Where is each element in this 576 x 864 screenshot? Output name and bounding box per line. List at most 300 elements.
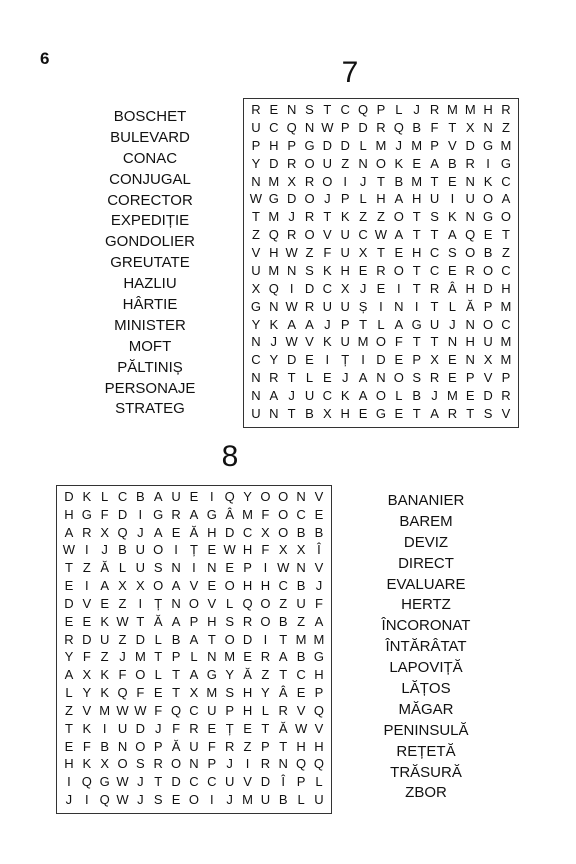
puzzle-7-grid-letter: H [269,137,279,153]
puzzle-7-grid-letter: Y [251,316,261,332]
puzzle-7-grid-letter: A [430,405,439,421]
puzzle-7-grid-letter: O [304,227,315,243]
puzzle-8-grid-letter: R [64,631,74,647]
puzzle-8-grid-letter: T [261,720,270,736]
puzzle-7-grid-letter: I [361,352,365,368]
puzzle-8-grid-letter: Q [117,524,128,540]
puzzle-8-grid-row [60,720,328,738]
puzzle-7-grid-letter: E [376,280,386,296]
puzzle-8-grid-letter: I [138,506,143,522]
puzzle-8-grid-letter: O [117,756,128,772]
puzzle-8-grid-letter: O [188,595,199,611]
puzzle-8-grid-letter: W [134,702,147,718]
puzzle-7-grid-letter: C [269,119,279,135]
puzzle-8-grid-letter: B [296,578,306,594]
puzzle-8-grid-letter: H [64,506,74,522]
puzzle-8-grid-letter: I [263,560,268,576]
puzzle-8-grid-letter: C [296,506,306,522]
puzzle-7-grid-letter: N [251,173,261,189]
puzzle-7-grid-letter: H [340,262,350,278]
puzzle-8-grid-letter: B [118,542,127,558]
puzzle-7-grid-letter: K [340,209,350,225]
puzzle-7-grid-letter: N [447,334,458,350]
puzzle-8-grid-letter: B [296,649,306,665]
puzzle-7-grid-letter: U [251,262,261,278]
puzzle-7-grid-letter: O [393,209,404,225]
puzzle-8-grid-letter: Î [281,774,286,790]
puzzle-8-grid-letter: H [242,578,253,594]
puzzle-7-grid-letter: T [430,173,439,189]
puzzle-8-grid-letter: C [189,774,199,790]
puzzle-8-word: DEVIZ [403,533,449,551]
puzzle-7-grid-letter: G [411,316,422,332]
puzzle-8-grid-letter: Ț [225,720,234,736]
puzzle-7-grid-letter: E [358,405,368,421]
page-number: 6 [40,49,50,68]
puzzle-8-grid-letter: A [64,524,74,540]
puzzle-7-grid-letter: B [305,405,314,421]
puzzle-7-grid-letter: L [359,137,367,153]
puzzle-8-grid-letter: I [263,631,268,647]
puzzle-8-grid-letter: K [82,489,92,504]
puzzle-7-grid-letter: O [393,370,404,386]
puzzle-8-grid-letter: W [116,702,129,718]
puzzle-7-grid-letter: E [483,227,493,243]
puzzle-7-grid-letter: R [501,102,511,117]
puzzle-7-grid-letter: E [305,352,314,368]
puzzle-8-grid-letter: R [153,756,163,772]
puzzle-8-grid-letter: W [116,613,129,629]
puzzle-8-grid-letter: E [100,595,109,611]
puzzle-7-grid-letter: H [340,405,350,421]
puzzle-8-grid-letter: J [154,720,162,736]
puzzle-8-grid-letter: Z [100,649,109,665]
puzzle-8-grid-letter: Ă [278,720,288,736]
puzzle-8-grid-letter: N [189,756,199,772]
puzzle-8-grid-letter: D [171,774,181,790]
puzzle-8-grid-letter: X [100,756,109,772]
puzzle-7-grid-letter: H [501,280,511,296]
puzzle-8-grid-letter: D [135,631,146,647]
puzzle-7-grid-letter: U [251,119,261,135]
puzzle-7-grid-letter: T [412,209,421,225]
puzzle-8-grid-letter: A [153,489,163,504]
puzzle-8-grid-letter: T [154,774,163,790]
puzzle-7-grid-letter: G [250,298,261,314]
puzzle-8-grid-letter: O [135,667,146,683]
puzzle-8-grid-letter: T [64,720,73,736]
puzzle-8-grid-letter: T [279,738,288,754]
puzzle-8-grid-letter: F [118,667,127,683]
puzzle-8-grid-letter: V [314,489,324,504]
puzzle-7-grid-letter: Ț [341,352,350,368]
puzzle-7-grid-letter: O [483,316,494,332]
puzzle-8-grid-letter: N [207,560,217,576]
puzzle-7-grid-letter: N [394,298,404,314]
puzzle-8-grid-letter: E [207,720,217,736]
puzzle-8-grid-letter: Y [225,667,234,683]
puzzle-8-grid-letter: M [206,685,218,701]
puzzle-8-grid-letter: Ț [154,595,163,611]
puzzle-7-grid-letter: H [465,334,475,350]
puzzle-7-grid-letter: R [501,388,511,403]
puzzle-8-grid-letter: F [172,720,181,736]
puzzle-8-grid-letter: I [84,542,89,558]
puzzle-7-grid-row [247,387,515,405]
puzzle-7-grid-letter: R [376,119,386,135]
puzzle-8-grid-letter: B [296,524,306,540]
puzzle-7-grid-letter: T [412,334,421,350]
puzzle-8-grid-row [60,559,328,577]
puzzle-8-grid-letter: J [315,578,323,594]
puzzle-7-grid-letter: I [414,298,419,314]
puzzle-8-grid-letter: E [189,489,199,504]
puzzle-7-grid-letter: Z [305,245,314,260]
puzzle-8-word: ÎNCORONAT [381,617,471,635]
puzzle-7-grid-row [247,155,515,173]
puzzle-7-grid-letter: N [465,173,475,189]
puzzle-7-grid-letter: H [483,102,493,117]
puzzle-7-grid-letter: C [501,262,511,278]
puzzle-7-grid-letter: P [430,137,439,153]
puzzle-8-grid-letter: Â [278,685,288,701]
puzzle-8-grid-letter: E [153,685,163,701]
puzzle-7-grid-letter: O [375,155,386,171]
puzzle-8-grid-letter: R [189,720,199,736]
puzzle-8-grid-row [60,631,328,649]
puzzle-8-grid-letter: A [189,506,199,522]
puzzle-8-grid-letter: A [100,578,109,594]
puzzle-8-grid-letter: W [223,542,236,558]
puzzle-7-grid-letter: W [374,227,388,243]
puzzle-7-grid-letter: T [412,227,421,243]
puzzle-7-grid-letter: T [412,280,421,296]
puzzle-8-grid-row [60,506,328,524]
puzzle-8-grid-letter: Y [82,685,92,701]
puzzle-7-word: PERSONAJE [104,379,196,397]
puzzle-8-grid-letter: W [294,720,308,736]
puzzle-7-grid-letter: T [323,102,332,117]
puzzle-8-grid-letter: Ă [100,560,109,576]
puzzle-8-grid-letter: Z [243,738,252,754]
puzzle-7-grid-row [247,298,515,316]
puzzle-7-grid-letter: P [340,316,350,332]
puzzle-7-grid-letter: C [501,173,511,189]
puzzle-7-grid-letter: O [483,191,494,207]
puzzle-7-grid-letter: Q [465,227,476,243]
puzzle-7-grid-letter: U [465,191,475,207]
puzzle-8-grid-row [60,595,328,613]
puzzle-8-grid-letter: E [296,685,306,701]
puzzle-8-grid-letter: D [117,506,128,522]
puzzle-8-grid-letter: U [207,702,217,718]
puzzle-7-grid-letter: T [359,316,368,332]
puzzle-8-grid-row [60,648,328,666]
puzzle-7-grid-letter: S [412,370,421,386]
puzzle-7-grid-letter: Z [359,209,368,225]
puzzle-7-grid-letter: V [448,137,457,153]
puzzle-7-grid-letter: P [376,102,386,117]
puzzle-7-grid-letter: J [449,316,456,332]
puzzle-7-grid-letter: O [375,388,386,403]
puzzle-7-grid-letter: Ă [465,298,475,314]
puzzle-8-grid-letter: S [225,613,234,629]
puzzle-8-grid-letter: T [207,631,216,647]
puzzle-8-grid-letter: F [261,542,270,558]
puzzle-7-grid-letter: J [288,209,295,225]
puzzle-8-grid-letter: J [65,792,73,808]
puzzle-7-grid-letter: B [412,388,421,403]
puzzle-7-grid-letter: Q [268,227,279,243]
puzzle-8-grid-letter: D [64,595,74,611]
puzzle-7-grid-letter: U [429,191,440,207]
puzzle-8-grid-letter: R [82,524,92,540]
puzzle-7-grid-letter: C [322,388,333,403]
puzzle-8-grid-letter: K [100,667,109,683]
puzzle-8-grid-letter: U [296,595,306,611]
puzzle-7-grid-letter: K [323,262,332,278]
puzzle-7-word-list [88,107,212,420]
puzzle-8-grid-letter: T [172,667,181,683]
puzzle-8-grid-letter: V [82,595,92,611]
puzzle-8-grid-letter: X [278,542,288,558]
puzzle-8-grid-letter: O [278,524,289,540]
puzzle-7-grid-letter: R [304,298,315,314]
puzzle-8-grid-letter: O [135,738,146,754]
puzzle-7-grid-letter: X [465,119,475,135]
puzzle-7-word: EXPEDIȚIE [110,212,190,230]
puzzle-7-grid-letter: D [269,155,279,171]
puzzle-8-grid-letter: I [209,792,214,808]
puzzle-8-grid-letter: E [243,649,252,665]
puzzle-8-grid-letter: C [278,578,288,594]
puzzle-8-grid-letter: Q [313,756,325,772]
puzzle-8-grid-letter: V [189,578,199,594]
puzzle-8-grid-letter: P [225,702,234,718]
puzzle-8-grid-letter: G [313,649,325,665]
puzzle-8-grid-letter: X [100,524,109,540]
puzzle-7-grid-letter: V [501,405,511,421]
puzzle-7-grid-letter: J [341,370,349,386]
puzzle-8-grid-letter: O [153,542,164,558]
puzzle-7-grid-letter: T [287,370,296,386]
puzzle-7-grid-letter: T [430,334,439,350]
puzzle-7-grid-letter: C [501,316,511,332]
puzzle-7-grid-letter: N [286,262,297,278]
puzzle-8-grid-letter: G [81,506,92,522]
puzzle-8-grid-letter: X [189,685,199,701]
puzzle-8-grid-letter: P [314,685,324,701]
puzzle-8-grid-letter: Z [118,631,127,647]
puzzle-7-grid-letter: Z [341,155,350,171]
puzzle-8-grid-letter: E [207,542,217,558]
puzzle-8-grid-letter: N [117,738,128,754]
puzzle-8-grid-letter: W [116,792,129,808]
puzzle-8-grid-letter: E [171,524,181,540]
puzzle-8-grid-letter: I [84,792,89,808]
puzzle-8-grid-letter: E [225,560,234,576]
puzzle-8-grid-letter: Ă [153,613,163,629]
puzzle-7-grid-letter: Q [268,280,279,296]
puzzle-8-grid-letter: X [136,578,145,594]
puzzle-8-grid-letter: B [278,613,288,629]
puzzle-7-grid-letter: R [429,280,440,296]
puzzle-8-grid-letter: U [224,774,235,790]
puzzle-8-grid-letter: G [99,774,110,790]
puzzle-8-grid-letter: M [295,631,307,647]
puzzle-8-grid-letter: E [64,613,74,629]
puzzle-8-grid-letter: X [82,667,92,683]
puzzle-7-grid-letter: G [483,209,494,225]
puzzle-8-grid-letter: U [189,738,199,754]
puzzle-7-grid-letter: L [395,102,403,117]
puzzle-8-grid-letter: K [100,685,109,701]
puzzle-7-grid-letter: U [429,316,440,332]
puzzle-7-grid-letter: L [305,370,314,386]
puzzle-8-word-list [362,491,490,804]
puzzle-7-grid-letter: Q [393,119,404,135]
puzzle-8-grid-letter: S [225,685,234,701]
puzzle-8-grid-letter: W [116,774,129,790]
puzzle-8-grid-letter: E [207,578,217,594]
puzzle-7-grid-letter: T [466,405,475,421]
puzzle-7-grid-letter: R [447,405,458,421]
puzzle-8-grid-letter: H [64,756,74,772]
puzzle-7-grid-letter: P [412,352,421,368]
puzzle-7-grid-letter: U [340,227,350,243]
puzzle-8-grid-letter: S [136,756,145,772]
puzzle-7-grid-letter: G [483,137,494,153]
puzzle-7-grid-letter: E [394,352,404,368]
puzzle-8-grid-letter: H [242,685,253,701]
puzzle-7-grid-row [247,226,515,244]
puzzle-7-grid-letter: C [322,280,333,296]
puzzle-8-grid-letter: A [153,524,163,540]
puzzle-8-letter-grid [56,485,332,814]
puzzle-7-grid-letter: W [285,334,298,350]
puzzle-8-grid-letter: E [82,613,92,629]
puzzle-7-grid-letter: K [269,316,279,332]
puzzle-7-grid-row [247,262,515,280]
puzzle-8-grid-letter: O [278,489,289,504]
puzzle-7-grid-letter: D [340,137,350,153]
puzzle-8-grid-letter: J [137,792,144,808]
puzzle-8-grid-letter: E [243,720,252,736]
puzzle-7-grid-letter: Q [286,119,297,135]
puzzle-7-grid-letter: J [359,280,367,296]
puzzle-8-word: TRĂSURĂ [390,763,462,781]
puzzle-8-grid-letter: U [171,489,181,504]
puzzle-7-grid-letter: T [287,405,296,421]
puzzle-7-grid-letter: O [393,262,404,278]
puzzle-7-grid-letter: P [251,137,261,153]
puzzle-8-grid-letter: Ă [243,667,252,683]
puzzle-8-grid-letter: O [171,756,182,772]
puzzle-7-grid-letter: E [394,245,404,260]
puzzle-7-grid-letter: G [375,405,386,421]
puzzle-8-word: MĂGAR [398,700,454,718]
puzzle-7-word: BULEVARD [110,128,190,146]
puzzle-7-grid-letter: R [429,102,440,117]
puzzle-7-grid-letter: A [287,316,296,332]
puzzle-8-grid-letter: R [278,702,288,718]
puzzle-7-grid-letter: O [483,262,494,278]
puzzle-8-grid-letter: A [278,649,288,665]
puzzle-7-grid-letter: N [251,388,261,403]
puzzle-7-grid-letter: M [375,137,387,153]
puzzle-8-grid-letter: K [82,720,92,736]
puzzle-7-grid-letter: J [413,102,420,117]
puzzle-8-grid-letter: D [82,631,92,647]
puzzle-7-grid-letter: A [269,388,279,403]
puzzle-7-grid-letter: J [359,173,367,189]
puzzle-8-grid-letter: J [137,774,144,790]
puzzle-8-grid-letter: P [243,560,252,576]
puzzle-8-grid-letter: U [117,720,128,736]
puzzle-8-grid-letter: H [260,578,271,594]
puzzle-7-grid-row [247,137,515,155]
puzzle-8-grid-letter: L [297,792,305,808]
puzzle-7-grid-letter: B [448,155,457,171]
puzzle-7-grid-letter: P [501,370,511,386]
puzzle-8-grid-letter: P [171,649,181,665]
puzzle-8-grid-letter: A [64,667,74,683]
puzzle-7-grid-letter: M [411,173,423,189]
puzzle-8-grid-letter: U [314,792,324,808]
puzzle-8-grid-letter: D [135,720,146,736]
puzzle-7-grid-letter: V [483,370,493,386]
puzzle-8-grid-letter: I [102,720,107,736]
puzzle-7-grid-letter: D [304,280,315,296]
puzzle-7-grid-letter: D [376,352,386,368]
puzzle-7-grid-letter: Ș [358,298,368,314]
puzzle-7-grid-letter: Y [269,352,279,368]
puzzle-7-grid-row [247,280,515,298]
puzzle-7-grid-letter: L [359,191,367,207]
puzzle-7-grid-letter: R [286,227,297,243]
puzzle-7-grid-row [247,244,515,262]
puzzle-7-grid-letter: W [285,298,298,314]
puzzle-8-grid-letter: Z [118,595,127,611]
puzzle-8-grid-letter: L [154,631,162,647]
puzzle-7-word: CORECTOR [107,191,193,209]
puzzle-8-grid-letter: H [296,738,306,754]
puzzle-7-word: GONDOLIER [104,233,195,251]
puzzle-7-grid-letter: O [304,191,315,207]
puzzle-8-grid-letter: B [171,631,181,647]
puzzle-7-grid-row [247,190,515,208]
puzzle-7-grid-letter: C [251,352,261,368]
puzzle-8-grid-letter: R [242,613,253,629]
puzzle-8-grid-letter: N [207,649,217,665]
puzzle-7-grid-letter: A [394,227,404,243]
puzzle-7-grid-letter: I [450,191,455,207]
puzzle-7-grid-letter: M [268,173,280,189]
puzzle-7-word: CONAC [122,149,178,167]
puzzle-7-grid-letter: P [340,119,350,135]
puzzle-7-grid-letter: E [412,155,421,171]
puzzle-7-grid-letter: M [446,388,458,403]
puzzle-8-grid-letter: L [261,702,269,718]
puzzle-7-grid-letter: Z [501,119,510,135]
puzzle-8-grid-letter: D [242,631,253,647]
puzzle-7-grid-letter: M [357,334,369,350]
puzzle-8-grid-letter: N [278,756,288,772]
puzzle-8-grid-letter: Y [243,489,252,504]
puzzle-8-grid-letter: V [314,560,324,576]
puzzle-7-word: HAZLIU [123,275,177,293]
puzzle-8-word: BANANIER [387,492,465,509]
